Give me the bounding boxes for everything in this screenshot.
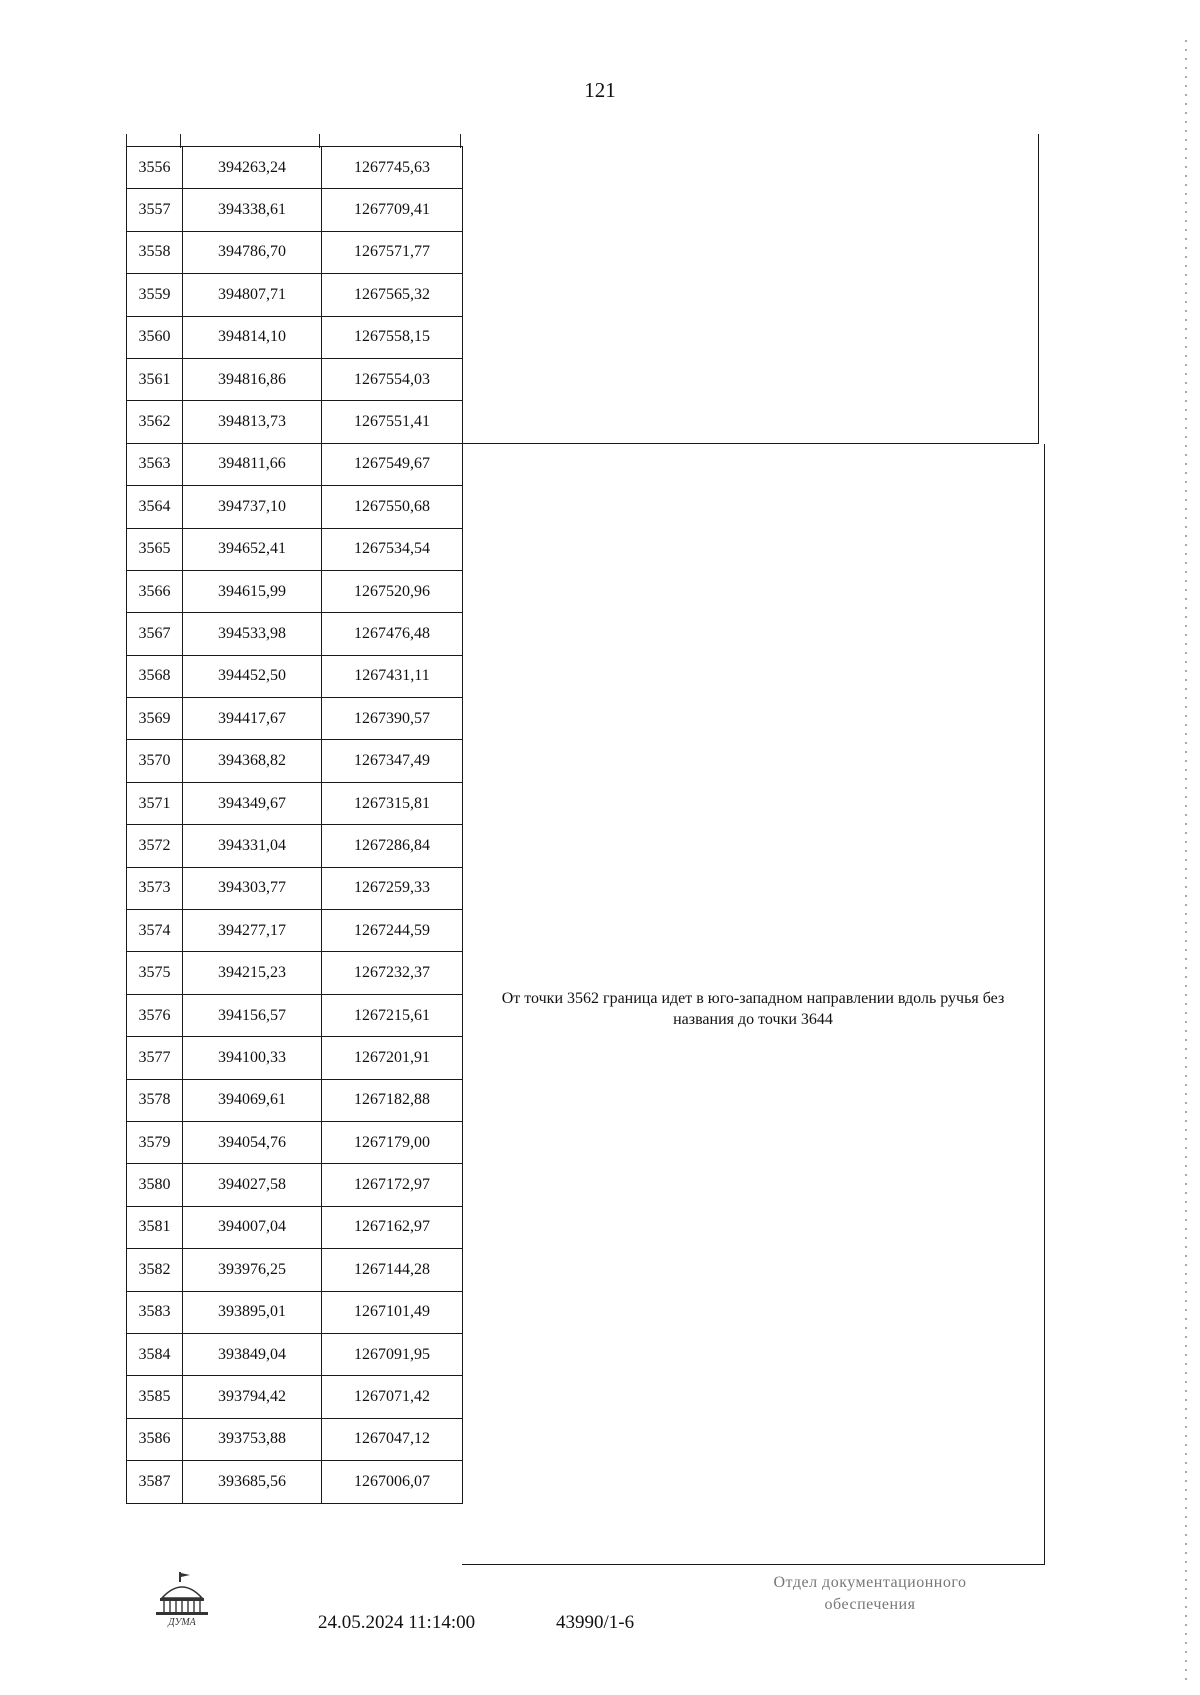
table-row xyxy=(127,443,463,485)
x-coordinate-cell: 394417,67 xyxy=(183,698,322,740)
y-coordinate-cell: 1267047,12 xyxy=(322,1418,463,1460)
y-coordinate-cell: 1267315,81 xyxy=(322,782,463,824)
table-row xyxy=(127,1037,463,1079)
y-coordinate-cell: 1267144,28 xyxy=(322,1249,463,1291)
table-row xyxy=(127,1079,463,1121)
y-coordinate-cell: 1267431,11 xyxy=(322,655,463,697)
table-row xyxy=(127,1249,463,1291)
coordinates-table xyxy=(126,146,463,1504)
y-coordinate-cell: 1267476,48 xyxy=(322,613,463,655)
y-coordinate-cell: 1267286,84 xyxy=(322,825,463,867)
y-coordinate-cell: 1267091,95 xyxy=(322,1333,463,1375)
x-coordinate-cell: 394652,41 xyxy=(183,528,322,570)
y-coordinate-cell: 1267259,33 xyxy=(322,867,463,909)
registration-number: 43990/1-6 xyxy=(556,1612,635,1633)
point-number-cell: 3561 xyxy=(127,358,183,400)
table-row xyxy=(127,952,463,994)
point-number-cell: 3578 xyxy=(127,1079,183,1121)
description-cell-previous xyxy=(462,134,1039,444)
x-coordinate-cell: 394615,99 xyxy=(183,570,322,612)
y-coordinate-cell: 1267244,59 xyxy=(322,910,463,952)
x-coordinate-cell: 394263,24 xyxy=(183,147,322,189)
point-number-cell: 3575 xyxy=(127,952,183,994)
y-coordinate-cell: 1267520,96 xyxy=(322,570,463,612)
x-coordinate-cell: 394027,58 xyxy=(183,1164,322,1206)
y-coordinate-cell: 1267558,15 xyxy=(322,316,463,358)
y-coordinate-cell: 1267709,41 xyxy=(322,189,463,231)
y-coordinate-cell: 1267554,03 xyxy=(322,358,463,400)
point-number-cell: 3563 xyxy=(127,443,183,485)
table-row xyxy=(127,486,463,528)
point-number-cell: 3566 xyxy=(127,570,183,612)
stamp-line-1: Отдел документационного xyxy=(773,1574,967,1591)
table-row xyxy=(127,655,463,697)
point-number-cell: 3569 xyxy=(127,698,183,740)
point-number-cell: 3568 xyxy=(127,655,183,697)
point-number-cell: 3574 xyxy=(127,910,183,952)
x-coordinate-cell: 394368,82 xyxy=(183,740,322,782)
point-number-cell: 3565 xyxy=(127,528,183,570)
point-number-cell: 3567 xyxy=(127,613,183,655)
point-number-cell: 3571 xyxy=(127,782,183,824)
x-coordinate-cell: 393794,42 xyxy=(183,1376,322,1418)
x-coordinate-cell: 394331,04 xyxy=(183,825,322,867)
point-number-cell: 3584 xyxy=(127,1333,183,1375)
table-row xyxy=(127,1333,463,1375)
table-row xyxy=(127,825,463,867)
table-row xyxy=(127,910,463,952)
point-number-cell: 3562 xyxy=(127,401,183,443)
y-coordinate-cell: 1267745,63 xyxy=(322,147,463,189)
table-row xyxy=(127,1291,463,1333)
x-coordinate-cell: 394786,70 xyxy=(183,231,322,273)
table-row xyxy=(127,1206,463,1248)
x-coordinate-cell: 394215,23 xyxy=(183,952,322,994)
description-cell xyxy=(462,444,1045,1565)
table-row xyxy=(127,867,463,909)
x-coordinate-cell: 394349,67 xyxy=(183,782,322,824)
point-number-cell: 3587 xyxy=(127,1461,183,1503)
table-row xyxy=(127,1121,463,1163)
x-coordinate-cell: 394303,77 xyxy=(183,867,322,909)
table-row xyxy=(127,231,463,273)
x-coordinate-cell: 394811,66 xyxy=(183,443,322,485)
y-coordinate-cell: 1267215,61 xyxy=(322,994,463,1036)
x-coordinate-cell: 394054,76 xyxy=(183,1121,322,1163)
y-coordinate-cell: 1267551,41 xyxy=(322,401,463,443)
x-coordinate-cell: 393685,56 xyxy=(183,1461,322,1503)
table-row xyxy=(127,1376,463,1418)
scan-edge-artifact xyxy=(1185,40,1187,1680)
x-coordinate-cell: 394338,61 xyxy=(183,189,322,231)
department-stamp xyxy=(700,1572,1040,1616)
x-coordinate-cell: 394814,10 xyxy=(183,316,322,358)
table-row xyxy=(127,316,463,358)
point-number-cell: 3580 xyxy=(127,1164,183,1206)
y-coordinate-cell: 1267232,37 xyxy=(322,952,463,994)
y-coordinate-cell: 1267006,07 xyxy=(322,1461,463,1503)
y-coordinate-cell: 1267172,97 xyxy=(322,1164,463,1206)
y-coordinate-cell: 1267390,57 xyxy=(322,698,463,740)
x-coordinate-cell: 394069,61 xyxy=(183,1079,322,1121)
x-coordinate-cell: 394533,98 xyxy=(183,613,322,655)
table-row xyxy=(127,189,463,231)
point-number-cell: 3586 xyxy=(127,1418,183,1460)
y-coordinate-cell: 1267201,91 xyxy=(322,1037,463,1079)
point-number-cell: 3560 xyxy=(127,316,183,358)
y-coordinate-cell: 1267565,32 xyxy=(322,274,463,316)
footer-date: 24.05.2024 11:14:00 xyxy=(318,1612,476,1633)
duma-logo-text: ДУМА xyxy=(168,1617,196,1628)
point-number-cell: 3579 xyxy=(127,1121,183,1163)
point-number-cell: 3564 xyxy=(127,486,183,528)
y-coordinate-cell: 1267549,67 xyxy=(322,443,463,485)
x-coordinate-cell: 394277,17 xyxy=(183,910,322,952)
table-row xyxy=(127,698,463,740)
point-number-cell: 3581 xyxy=(127,1206,183,1248)
table-row xyxy=(127,401,463,443)
y-coordinate-cell: 1267162,97 xyxy=(322,1206,463,1248)
point-number-cell: 3583 xyxy=(127,1291,183,1333)
y-coordinate-cell: 1267101,49 xyxy=(322,1291,463,1333)
table-row xyxy=(127,528,463,570)
point-number-cell: 3558 xyxy=(127,231,183,273)
y-coordinate-cell: 1267550,68 xyxy=(322,486,463,528)
duma-logo xyxy=(150,1570,214,1628)
x-coordinate-cell: 394100,33 xyxy=(183,1037,322,1079)
point-number-cell: 3585 xyxy=(127,1376,183,1418)
point-number-cell: 3570 xyxy=(127,740,183,782)
y-coordinate-cell: 1267347,49 xyxy=(322,740,463,782)
x-coordinate-cell: 393753,88 xyxy=(183,1418,322,1460)
x-coordinate-cell: 394156,57 xyxy=(183,994,322,1036)
y-coordinate-cell: 1267182,88 xyxy=(322,1079,463,1121)
boundary-description: От точки 3562 граница идет в юго-западном направлении вдоль ручья без названия до точки 3644 xyxy=(501,990,1005,1028)
table-row xyxy=(127,1461,463,1503)
y-coordinate-cell: 1267071,42 xyxy=(322,1376,463,1418)
table-row xyxy=(127,1418,463,1460)
y-coordinate-cell: 1267571,77 xyxy=(322,231,463,273)
x-coordinate-cell: 394737,10 xyxy=(183,486,322,528)
y-coordinate-cell: 1267179,00 xyxy=(322,1121,463,1163)
point-number-cell: 3573 xyxy=(127,867,183,909)
x-coordinate-cell: 393895,01 xyxy=(183,1291,322,1333)
y-coordinate-cell: 1267534,54 xyxy=(322,528,463,570)
page-number: 121 xyxy=(584,78,616,102)
table-row xyxy=(127,613,463,655)
x-coordinate-cell: 393976,25 xyxy=(183,1249,322,1291)
x-coordinate-cell: 393849,04 xyxy=(183,1333,322,1375)
x-coordinate-cell: 394816,86 xyxy=(183,358,322,400)
table-row xyxy=(127,994,463,1036)
point-number-cell: 3572 xyxy=(127,825,183,867)
point-number-cell: 3557 xyxy=(127,189,183,231)
stamp-line-2: обеспечения xyxy=(824,1596,916,1613)
table-row xyxy=(127,782,463,824)
table-row xyxy=(127,358,463,400)
table-row xyxy=(127,274,463,316)
point-number-cell: 3582 xyxy=(127,1249,183,1291)
x-coordinate-cell: 394007,04 xyxy=(183,1206,322,1248)
table-row xyxy=(127,570,463,612)
table-row xyxy=(127,740,463,782)
x-coordinate-cell: 394807,71 xyxy=(183,274,322,316)
point-number-cell: 3556 xyxy=(127,147,183,189)
point-number-cell: 3576 xyxy=(127,994,183,1036)
table-row xyxy=(127,147,463,189)
table-row xyxy=(127,1164,463,1206)
point-number-cell: 3559 xyxy=(127,274,183,316)
x-coordinate-cell: 394452,50 xyxy=(183,655,322,697)
x-coordinate-cell: 394813,73 xyxy=(183,401,322,443)
point-number-cell: 3577 xyxy=(127,1037,183,1079)
